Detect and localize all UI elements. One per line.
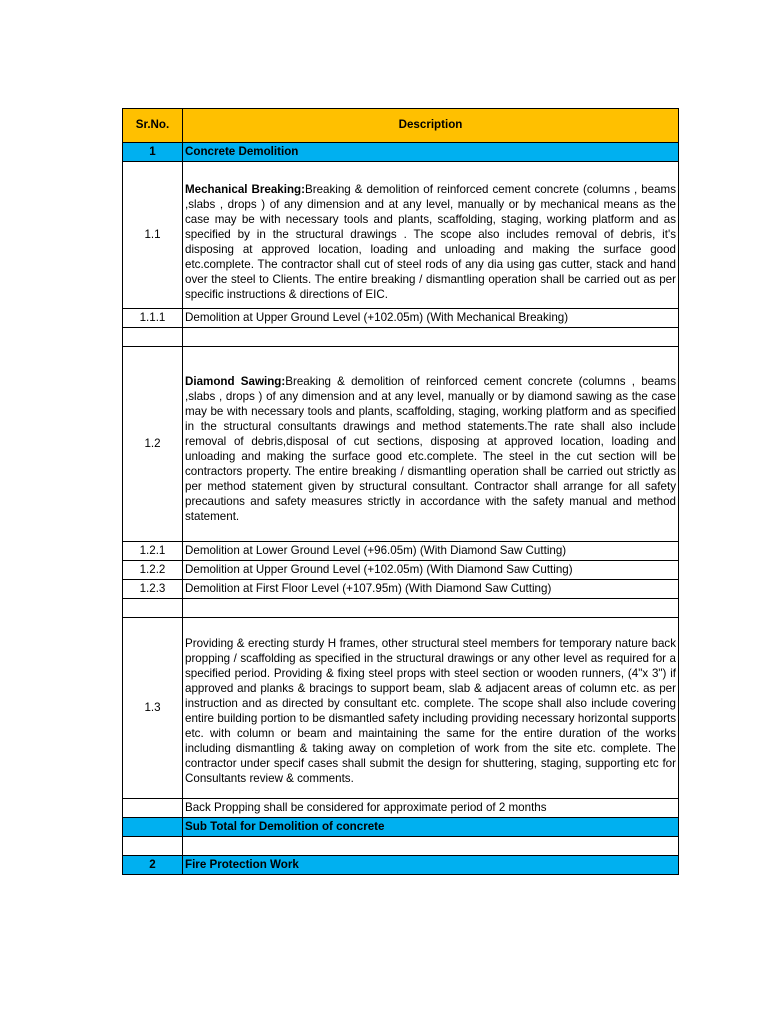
item-text: Breaking & demolition of reinforced cement concrete (columns , beams ,slabs , drops ) of any dimension and at any level, manually or by diamond sawing as the case may be with necessary tools and plants, scaffolding, staging, working platform and as specified in the structural consultants drawings and method statements.The rate shall also include removal of debris,disposal of cut sections, disposing at approved location, loading and unloading and making the surface good etc.complete. The steel in the cut section will be contractors property. The entire breaking / dismantling operation shall be carried out strictly as per method statement given by structural consultant. Contractor shall arrange for all safety precautions and safety measures strictly in accordance with the safety manual and method statement. [185,375,676,523]
blank-cell [123,799,183,818]
table-row-1-2 [123,347,679,542]
item-lead: Diamond Sawing: [185,375,286,389]
subtotal-label: Sub Total for Demolition of concrete [183,818,679,837]
item-sr: 1.2.2 [123,561,183,580]
section-title: Fire Protection Work [183,856,679,875]
header-row [123,109,679,143]
item-description: Demolition at Upper Ground Level (+102.05m) (With Diamond Saw Cutting) [183,561,679,580]
table-row-1-2-2 [123,561,679,580]
section-sr: 2 [123,856,183,875]
table-row-1-2-3 [123,580,679,599]
item-sr: 1.2 [123,347,183,542]
item-sr: 1.3 [123,618,183,799]
section-title: Concrete Demolition [183,143,679,162]
blank-cell [183,599,679,618]
table-row-1-3 [123,618,679,799]
item-text: Providing & erecting sturdy H frames, other structural steel members for temporary nature back propping / scaffolding as specified in the structural drawings or any other level as required for a specified period. Providing & fixing steel props with steel section or wooden runners, (4"x 3") if approved and planks & bracings to support beam, slab & adjacent areas of column etc. as per instruction and as directed by consultant etc. complete. The scope shall also include covering entire building portion to be dismantled safety including providing necessary horizontal supports etc. with column or beam and maintaining the same for the entire duration of the works including dismantling & taking away on completion of work from the site etc. complete. The contractor under specif cases shall submit the design for shuttering, staging, supporting etc for Consultants review & comments. [185,637,676,785]
header-sr-no: Sr.No. [123,109,183,143]
header-description: Description [183,109,679,143]
subtotal-row [123,818,679,837]
blank-cell [183,837,679,856]
blank-row [123,837,679,856]
item-description: Demolition at First Floor Level (+107.95m) (With Diamond Saw Cutting) [183,580,679,599]
item-text: Breaking & demolition of reinforced cement concrete (columns , beams ,slabs , drops ) of any dimension and at any level, manually or by mechanical means as the case may be with necessary tools and plants, scaffolding, staging, working platform and as specified by in the structural drawings . The scope also includes removal of debris, it's disposing at approved location, loading and unloading and making the surface good etc.complete. The contractor shall cut of steel rods of any dia using gas cutter, stack and hand over the steel to Clients. The entire breaking / dismantling operation shall be carried out as per specific instructions & directions of EIC. [185,183,676,301]
blank-cell [123,328,183,347]
table-row-1-1 [123,162,679,309]
blank-row [123,328,679,347]
blank-cell [123,837,183,856]
item-sr: 1.2.3 [123,580,183,599]
back-propping-note: Back Propping shall be considered for approximate period of 2 months [183,799,679,818]
item-description [183,618,679,799]
blank-cell [183,328,679,347]
item-sr: 1.2.1 [123,542,183,561]
item-description [183,162,679,309]
section-sr: 1 [123,143,183,162]
section-row-concrete-demolition [123,143,679,162]
table-row-1-2-1 [123,542,679,561]
item-sr: 1.1.1 [123,309,183,328]
item-description: Demolition at Upper Ground Level (+102.05m) (With Mechanical Breaking) [183,309,679,328]
boq-table [122,108,679,875]
table-row-1-1-1 [123,309,679,328]
item-description: Demolition at Lower Ground Level (+96.05m) (With Diamond Saw Cutting) [183,542,679,561]
subtotal-sr [123,818,183,837]
item-lead: Mechanical Breaking: [185,183,305,197]
blank-cell [123,599,183,618]
table-row-back-propping [123,799,679,818]
item-sr: 1.1 [123,162,183,309]
section-row-fire-protection [123,856,679,875]
blank-row [123,599,679,618]
item-description [183,347,679,542]
